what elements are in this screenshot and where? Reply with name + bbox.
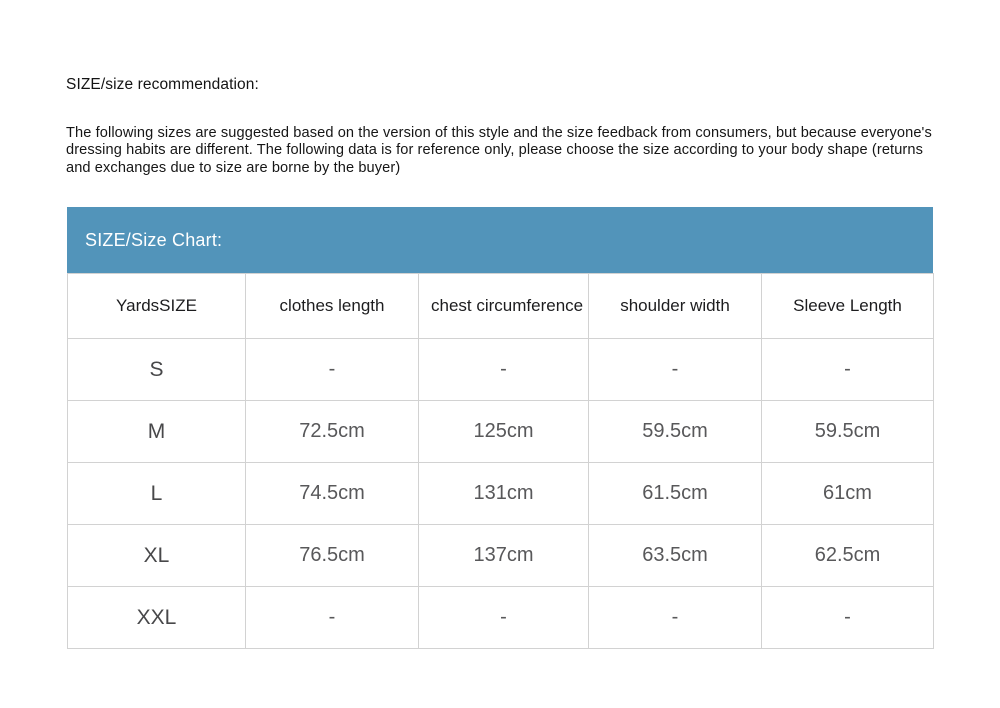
value-cell: - (419, 339, 589, 401)
value-cell: 74.5cm (246, 463, 419, 525)
value-cell: - (246, 587, 419, 649)
header-cell-sleeve-length: Sleeve Length (762, 274, 934, 339)
table-row-s (68, 339, 934, 401)
value-cell: 59.5cm (589, 401, 762, 463)
value-cell: 61.5cm (589, 463, 762, 525)
value-cell: 125cm (419, 401, 589, 463)
table-row-m (68, 401, 934, 463)
header-cell-shoulder-width: shoulder width (589, 274, 762, 339)
size-cell: S (68, 339, 246, 401)
value-cell: - (762, 339, 934, 401)
size-description-paragraph: The following sizes are suggested based on the version of this style and the size feedback from consumers, but because everyone's dressing habits are different. The following data is for reference only, please choose the size according to your body shape (returns and exchanges due to size are borne by the buyer) (66, 125, 932, 176)
size-chart-header (67, 207, 933, 273)
value-cell: 131cm (419, 463, 589, 525)
value-cell: - (589, 587, 762, 649)
table-row-l (68, 463, 934, 525)
section-title: SIZE/size recommendation: (66, 76, 259, 93)
value-cell: 63.5cm (589, 525, 762, 587)
value-cell: 137cm (419, 525, 589, 587)
table-header-row (68, 274, 934, 339)
value-cell: 59.5cm (762, 401, 934, 463)
value-cell: 72.5cm (246, 401, 419, 463)
table-row-xl (68, 525, 934, 587)
value-cell: 76.5cm (246, 525, 419, 587)
value-cell: - (762, 587, 934, 649)
value-cell: - (419, 587, 589, 649)
value-cell: - (246, 339, 419, 401)
size-cell: L (68, 463, 246, 525)
header-cell-chest-circumference: chest circumference (419, 274, 589, 339)
value-cell: 62.5cm (762, 525, 934, 587)
table-row-xxl (68, 587, 934, 649)
value-cell: 61cm (762, 463, 934, 525)
size-chart-title: SIZE/Size Chart: (85, 229, 223, 250)
header-cell-clothes-length: clothes length (246, 274, 419, 339)
size-cell: M (68, 401, 246, 463)
size-cell: XXL (68, 587, 246, 649)
size-chart-table (67, 273, 934, 649)
value-cell: - (589, 339, 762, 401)
size-chart-block (67, 207, 933, 649)
size-cell: XL (68, 525, 246, 587)
header-cell-size: YardsSIZE (68, 274, 246, 339)
